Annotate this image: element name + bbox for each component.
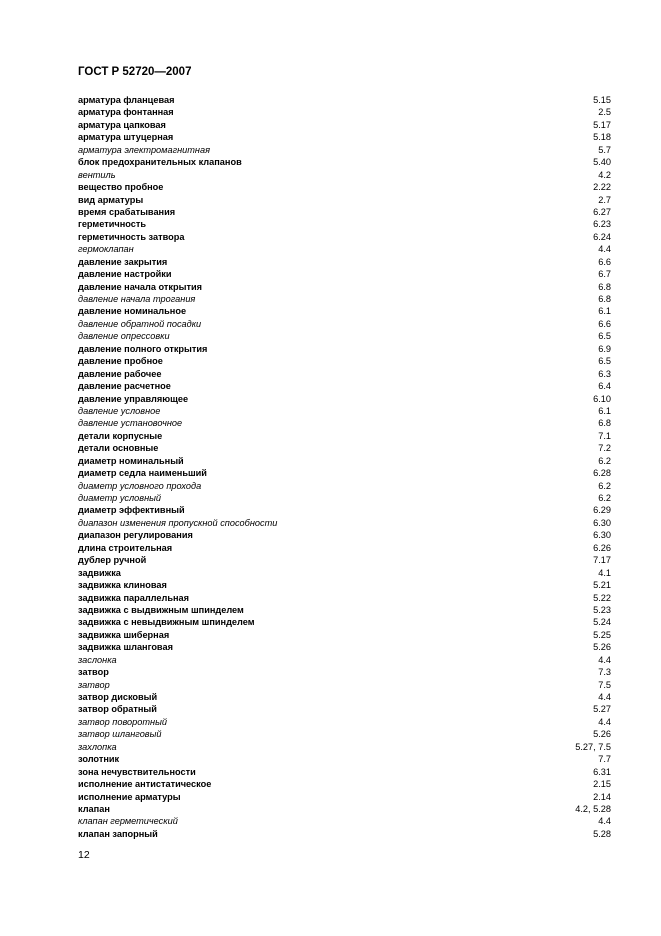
index-reference: 6.6	[598, 318, 611, 329]
index-term: время срабатывания	[78, 206, 176, 217]
index-term: исполнение арматуры	[78, 791, 181, 802]
index-term: давление полного открытия	[78, 343, 208, 354]
index-term: дублер ручной	[78, 555, 147, 566]
index-entry	[78, 281, 611, 293]
index-term: диаметр номинальный	[78, 455, 184, 466]
index-reference: 5.23	[593, 604, 611, 615]
index-entry	[78, 131, 611, 143]
index-reference: 6.7	[598, 269, 611, 280]
index-term: клапан запорный	[78, 828, 158, 839]
index-term: клапан герметический	[78, 816, 178, 827]
index-reference: 6.4	[598, 381, 611, 392]
index-term: арматура фланцевая	[78, 95, 175, 105]
index-term: затвор шланговый	[78, 729, 162, 740]
page-number: 12	[78, 849, 90, 861]
index-reference: 6.2	[598, 455, 611, 466]
index-reference: 5.25	[593, 629, 611, 640]
index-term: задвижка с невыдвижным шпинделем	[78, 617, 255, 628]
index-reference: 4.2	[598, 169, 611, 180]
index-term: давление управляющее	[78, 393, 189, 404]
index-entry	[78, 231, 611, 243]
index-entry	[78, 703, 611, 715]
index-term: арматура электромагнитная	[78, 144, 210, 155]
index-entry	[78, 604, 611, 616]
index-entry	[78, 144, 611, 156]
index-entry	[78, 119, 611, 131]
index-term: задвижка с выдвижным шпинделем	[78, 604, 244, 615]
index-reference: 7.17	[593, 555, 611, 566]
index-reference: 6.6	[598, 256, 611, 267]
index-reference: 6.2	[598, 493, 611, 503]
index-entry	[78, 194, 611, 206]
index-entry	[78, 629, 611, 641]
index-reference: 6.24	[593, 231, 611, 242]
index-entry	[78, 368, 611, 380]
index-reference: 5.15	[593, 95, 611, 105]
index-reference: 7.1	[598, 430, 611, 441]
index-term: зона нечувствительности	[78, 766, 196, 777]
index-reference: 4.4	[598, 244, 611, 255]
index-entry	[78, 679, 611, 691]
index-reference: 4.1	[598, 567, 611, 578]
index-reference: 7.7	[598, 754, 611, 765]
index-reference: 7.2	[598, 443, 611, 454]
index-term: детали корпусные	[78, 430, 163, 441]
index-entry	[78, 791, 611, 803]
index-entry	[78, 455, 611, 467]
index-term: давление условное	[78, 405, 161, 416]
index-term: длина строительная	[78, 542, 173, 553]
index-reference: 4.2, 5.28	[575, 803, 611, 814]
index-reference: 7.5	[598, 679, 611, 690]
index-term: диаметр условного прохода	[78, 480, 202, 491]
index-entry	[78, 517, 611, 529]
index-entry	[78, 94, 611, 106]
index-entry	[78, 380, 611, 392]
index-entry	[78, 766, 611, 778]
index-entry	[78, 355, 611, 367]
index-entry	[78, 592, 611, 604]
index-term: вентиль	[78, 169, 116, 180]
index-term: давление начала открытия	[78, 281, 202, 292]
index-entry	[78, 256, 611, 268]
index-term: задвижка клиновая	[78, 580, 167, 591]
index-term: захлопка	[78, 741, 117, 752]
index-term: диапазон изменения пропускной способности	[78, 517, 278, 528]
index-reference: 4.4	[598, 716, 611, 727]
index-term: давление закрытия	[78, 256, 168, 267]
index-reference: 6.31	[593, 766, 611, 777]
index-reference: 6.27	[593, 206, 611, 217]
index-reference: 2.15	[593, 779, 611, 790]
index-term: давление номинальное	[78, 306, 187, 317]
index-entry	[78, 106, 611, 118]
index-reference: 5.7	[598, 144, 611, 155]
index-reference: 2.14	[593, 791, 611, 802]
document-header: ГОСТ Р 52720—2007	[78, 66, 192, 78]
index-reference: 5.21	[593, 580, 611, 591]
index-entry	[78, 480, 611, 492]
index-reference: 7.3	[598, 667, 611, 678]
index-entry	[78, 243, 611, 255]
index-reference: 2.22	[593, 182, 611, 193]
index-reference: 6.5	[598, 331, 611, 342]
index-entry	[78, 268, 611, 280]
index-reference: 6.9	[598, 343, 611, 354]
index-term: давление обратной посадки	[78, 318, 202, 329]
index-reference: 5.18	[593, 132, 611, 143]
index-entry	[78, 442, 611, 454]
index-entry	[78, 554, 611, 566]
index-reference: 4.4	[598, 654, 611, 665]
index-reference: 5.26	[593, 642, 611, 653]
index-term: диаметр седла наименьший	[78, 468, 207, 479]
index-term: диапазон регулирования	[78, 530, 193, 541]
index-reference: 6.8	[598, 418, 611, 429]
index-reference: 6.5	[598, 356, 611, 367]
index-reference: 5.27, 7.5	[575, 741, 611, 752]
index-list	[78, 94, 611, 840]
index-term: герметичность	[78, 219, 146, 230]
index-entry	[78, 567, 611, 579]
index-entry	[78, 330, 611, 342]
index-entry	[78, 206, 611, 218]
index-entry	[78, 529, 611, 541]
index-term: давление расчетное	[78, 381, 171, 392]
index-reference: 6.29	[593, 505, 611, 516]
index-term: задвижка шиберная	[78, 629, 170, 640]
index-reference: 6.8	[598, 281, 611, 292]
index-reference: 6.23	[593, 219, 611, 230]
index-entry	[78, 654, 611, 666]
index-reference: 2.5	[598, 107, 611, 118]
index-reference: 6.1	[598, 405, 611, 416]
index-term: золотник	[78, 754, 120, 765]
index-reference: 4.4	[598, 816, 611, 827]
index-reference: 6.30	[593, 517, 611, 528]
index-entry	[78, 641, 611, 653]
index-entry	[78, 181, 611, 193]
index-term: задвижка шланговая	[78, 642, 173, 653]
index-entry	[78, 616, 611, 628]
index-entry	[78, 666, 611, 678]
index-entry	[78, 741, 611, 753]
index-reference: 5.27	[593, 704, 611, 715]
index-reference: 5.22	[593, 592, 611, 603]
index-reference: 6.10	[593, 393, 611, 404]
index-term: затвор дисковый	[78, 692, 158, 702]
index-entry	[78, 542, 611, 554]
index-reference: 6.28	[593, 468, 611, 479]
index-entry	[78, 753, 611, 765]
index-entry	[78, 318, 611, 330]
index-reference: 5.28	[593, 828, 611, 839]
index-entry	[78, 492, 611, 504]
index-reference: 6.30	[593, 530, 611, 541]
index-entry	[78, 778, 611, 790]
index-term: заслонка	[78, 654, 117, 665]
index-entry	[78, 430, 611, 442]
index-reference: 2.7	[598, 194, 611, 205]
index-term: давление пробное	[78, 356, 163, 367]
index-term: задвижка	[78, 567, 121, 578]
index-term: задвижка параллельная	[78, 592, 190, 603]
index-reference: 6.8	[598, 294, 611, 304]
index-entry	[78, 467, 611, 479]
index-term: герметичность затвора	[78, 231, 185, 242]
index-term: затвор	[78, 679, 110, 690]
index-entry	[78, 815, 611, 827]
index-reference: 6.2	[598, 480, 611, 491]
index-entry	[78, 169, 611, 181]
index-term: давление опрессовки	[78, 331, 170, 342]
index-entry	[78, 343, 611, 355]
index-term: арматура цапковая	[78, 119, 166, 130]
index-term: давление начала трогания	[78, 294, 196, 304]
index-term: вид арматуры	[78, 194, 144, 205]
index-entry	[78, 828, 611, 840]
index-entry	[78, 293, 611, 305]
index-term: гермоклапан	[78, 244, 134, 255]
index-reference: 5.17	[593, 119, 611, 130]
index-term: давление установочное	[78, 418, 183, 429]
index-reference: 5.40	[593, 157, 611, 168]
index-term: арматура штуцерная	[78, 132, 174, 143]
index-term: блок предохранительных клапанов	[78, 157, 242, 168]
index-entry	[78, 691, 611, 703]
index-entry	[78, 218, 611, 230]
index-term: затвор	[78, 667, 109, 678]
index-entry	[78, 417, 611, 429]
index-term: исполнение антистатическое	[78, 779, 212, 790]
index-term: диаметр эффективный	[78, 505, 185, 516]
index-reference: 5.26	[593, 729, 611, 740]
index-reference: 6.26	[593, 542, 611, 553]
index-reference: 4.4	[598, 692, 611, 702]
index-entry	[78, 728, 611, 740]
index-term: арматура фонтанная	[78, 107, 174, 118]
index-term: детали основные	[78, 443, 159, 454]
index-entry	[78, 504, 611, 516]
index-term: затвор обратный	[78, 704, 157, 715]
index-entry	[78, 803, 611, 815]
index-entry	[78, 156, 611, 168]
index-entry	[78, 579, 611, 591]
index-term: давление настройки	[78, 269, 172, 280]
index-reference: 6.1	[598, 306, 611, 317]
index-term: вещество пробное	[78, 182, 164, 193]
index-entry	[78, 716, 611, 728]
index-entry	[78, 393, 611, 405]
index-entry	[78, 405, 611, 417]
index-term: клапан	[78, 803, 110, 814]
index-term: давление рабочее	[78, 368, 162, 379]
index-entry	[78, 305, 611, 317]
index-term: диаметр условный	[78, 493, 162, 503]
index-reference: 6.3	[598, 368, 611, 379]
index-reference: 5.24	[593, 617, 611, 628]
index-term: затвор поворотный	[78, 716, 167, 727]
